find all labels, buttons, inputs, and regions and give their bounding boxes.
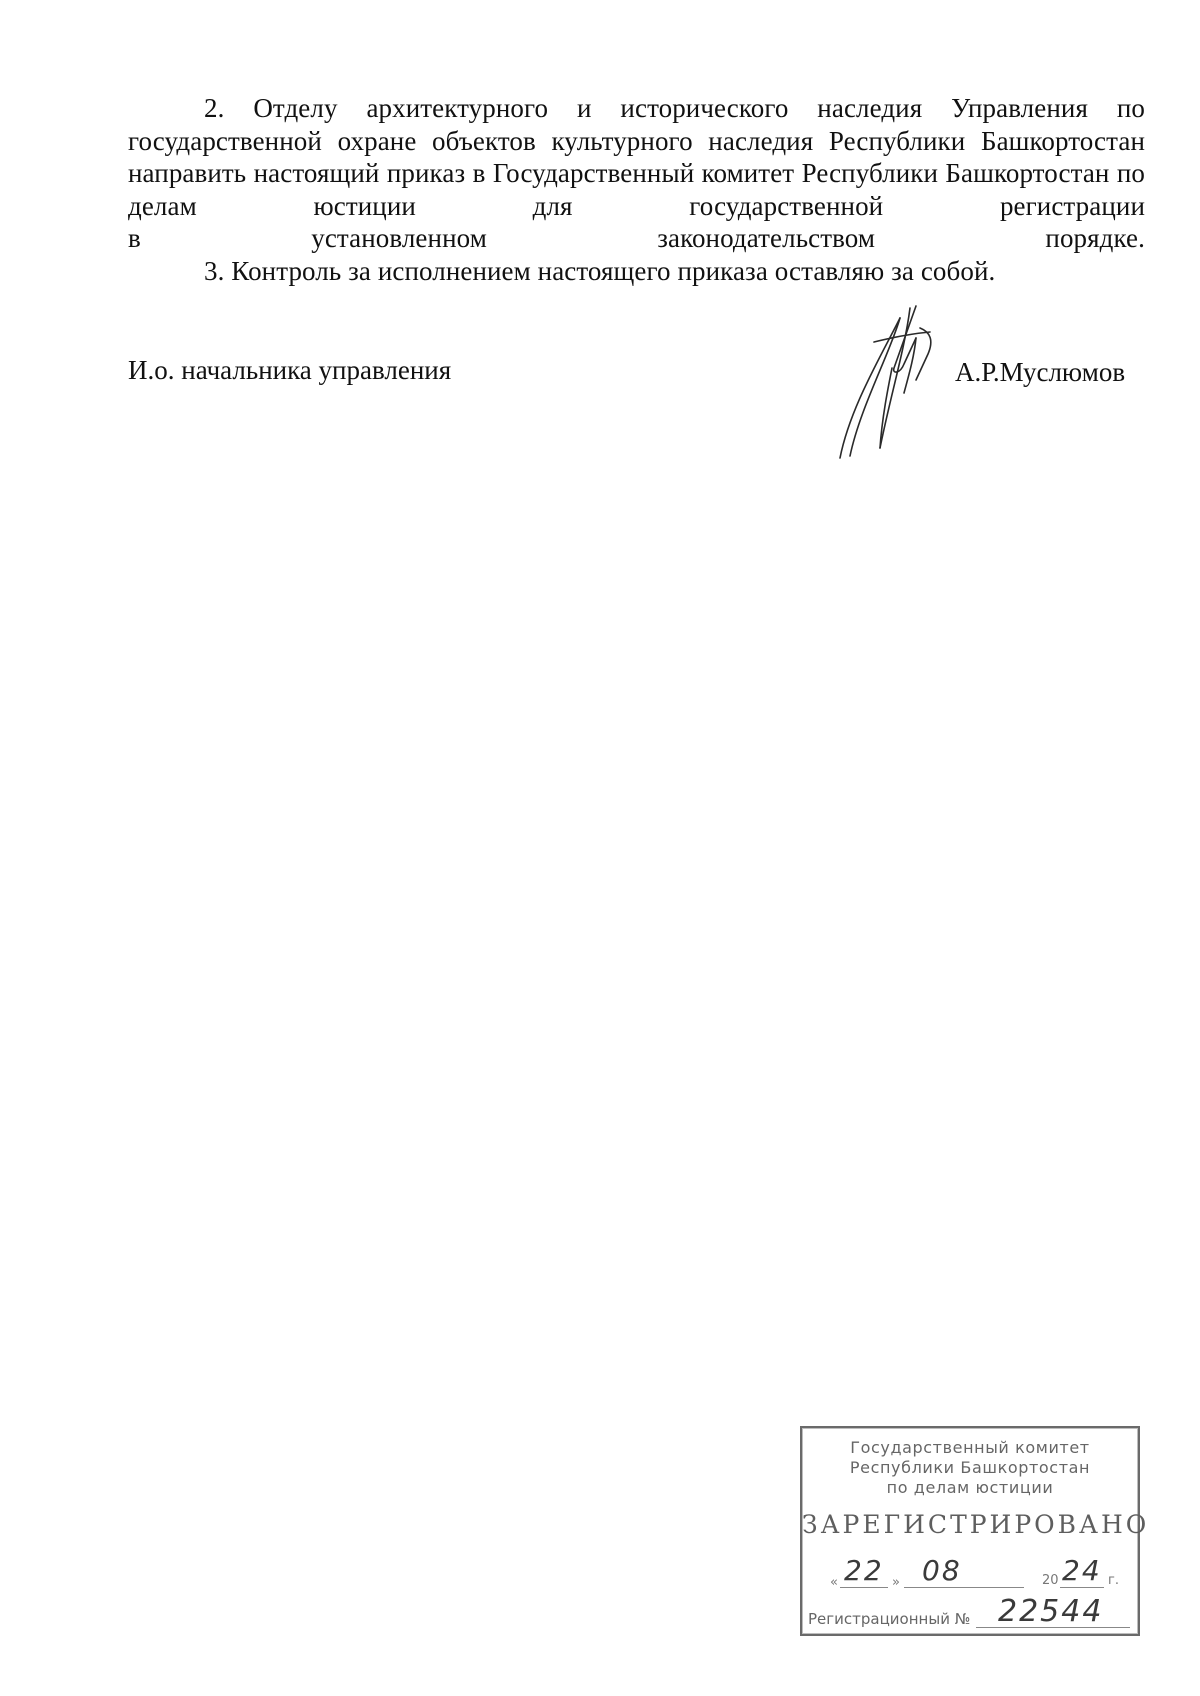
stamp-year-prefix: 20	[1042, 1573, 1059, 1588]
year-underline	[1060, 1587, 1104, 1588]
stamp-org-line: по делам юстиции	[886, 1478, 1054, 1497]
month-underline	[904, 1587, 1024, 1588]
stamp-registration-row	[808, 1594, 1136, 1632]
stamp-month: 08	[922, 1554, 962, 1587]
signer-name: А.Р.Муслюмов	[955, 357, 1126, 387]
registration-stamp	[800, 1426, 1150, 1636]
day-underline	[840, 1587, 888, 1588]
date-quote-mark: «	[830, 1575, 838, 1590]
handwritten-signature	[820, 298, 970, 468]
stamp-year-unit: г.	[1108, 1573, 1119, 1588]
paragraph-2-last-line: в установленном законодательством порядке.	[128, 223, 1145, 253]
date-quote-mark: »	[892, 1575, 900, 1590]
stamp-org-line: Государственный комитет	[850, 1438, 1090, 1457]
stamp-org-line: Республики Башкортостан	[849, 1458, 1091, 1477]
stamp-reg-number: 22544	[998, 1594, 1104, 1629]
document-body	[128, 92, 1145, 287]
signer-title: И.о. начальника управления	[128, 355, 452, 385]
paragraph-3: 3. Контроль за исполнением настоящего приказа оставляю за собой.	[204, 255, 996, 286]
stamp-organization	[802, 1438, 1138, 1498]
stamp-registered-label: ЗАРЕГИСТРИРОВАНО	[802, 1510, 1150, 1539]
stamp-reg-label: Регистрационный №	[808, 1610, 971, 1628]
paragraph-2	[128, 92, 1145, 255]
paragraph-2-text: 2. Отделу архитектурного и исторического наследия Управления по государственной охране объектов культурного наследия Республики Башкортостан направить настоящий приказ в Государственный комитет Республики Башкортостан по делам юстиции для государственной регистрации	[128, 93, 1145, 221]
stamp-day: 22	[844, 1554, 884, 1587]
stamp-date-row	[830, 1556, 1130, 1592]
stamp-year-suffix: 24	[1062, 1554, 1102, 1587]
